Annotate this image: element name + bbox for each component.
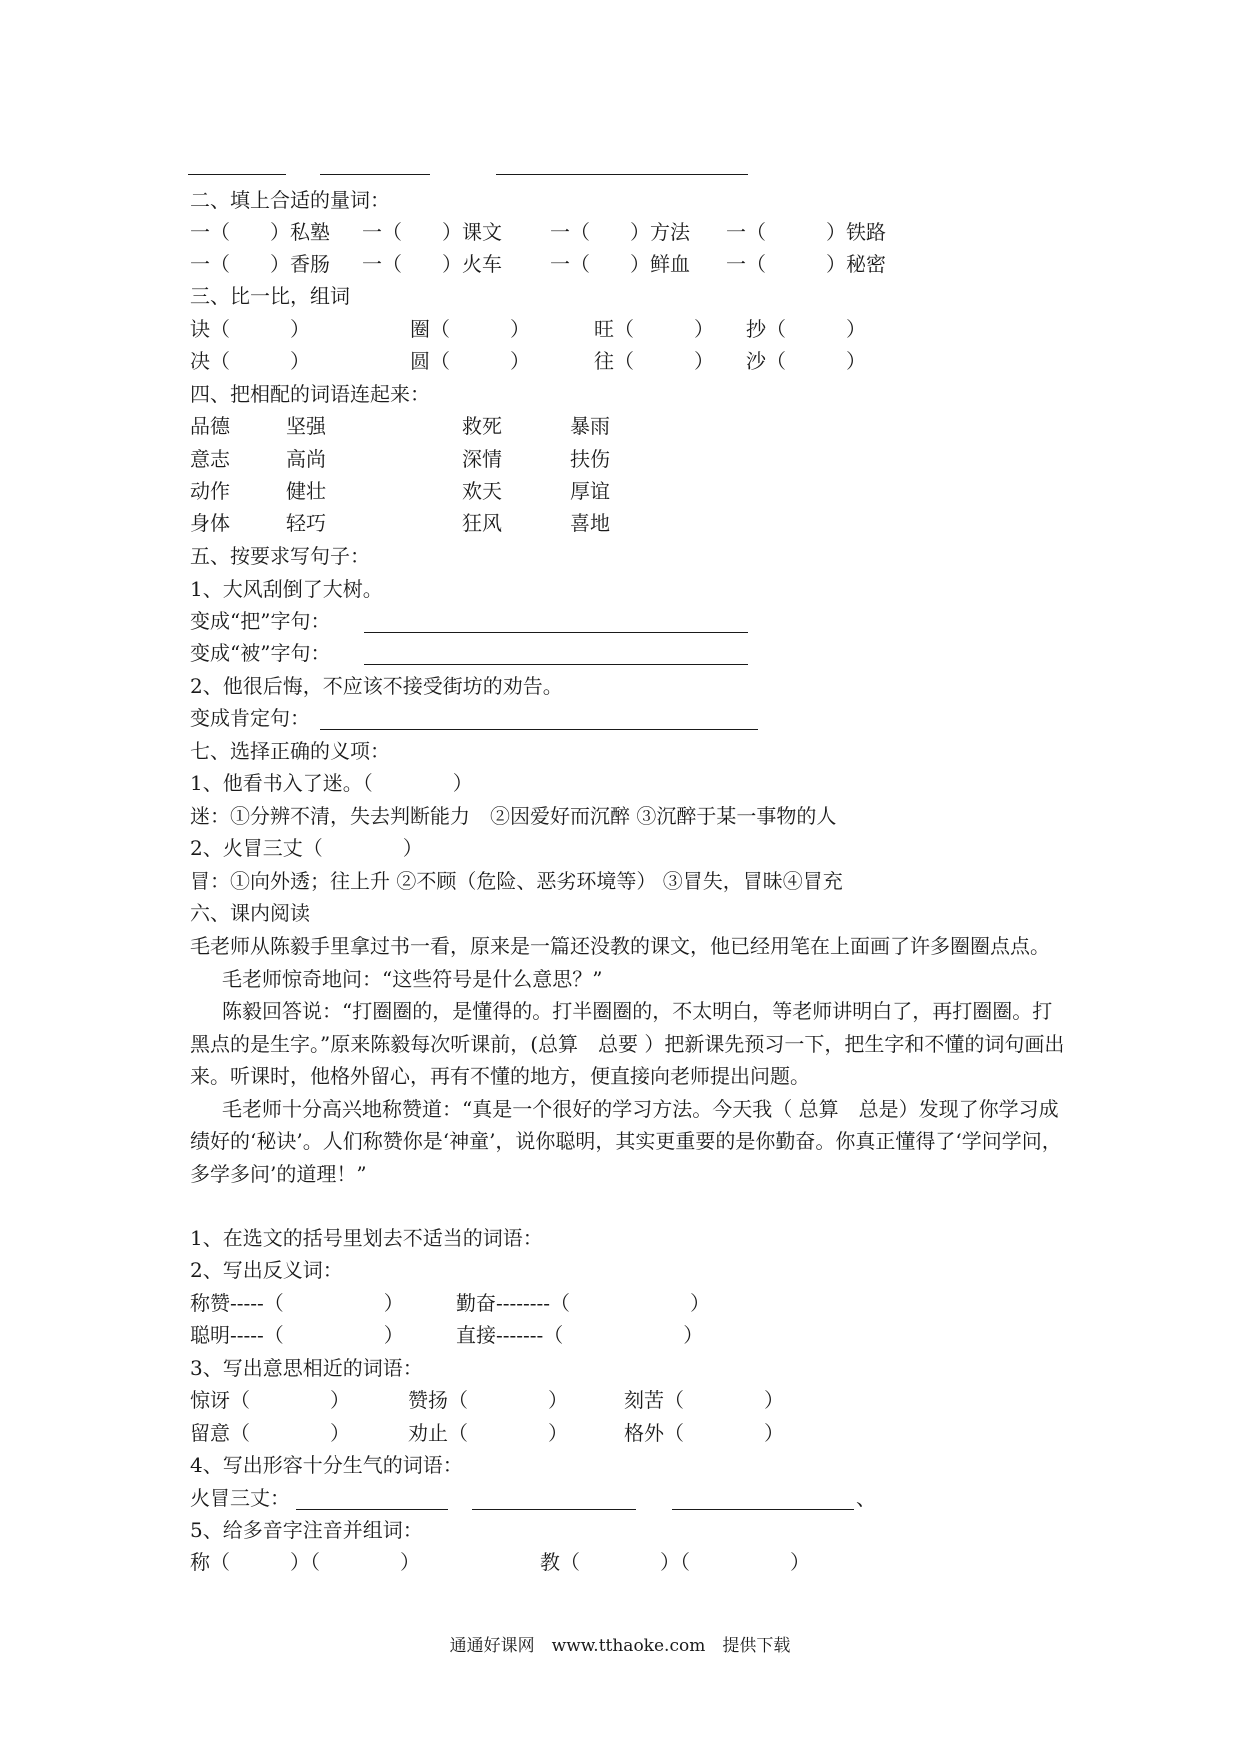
compare-item: 圆（ ） [410, 349, 530, 373]
measure-word-item: 一（ ）私塾 [190, 220, 330, 244]
section-7-title: 七、选择正确的义项： [190, 739, 390, 763]
match-word: 身体 [190, 511, 230, 535]
match-word: 高尚 [286, 447, 326, 471]
match-word: 扶伤 [570, 447, 610, 471]
affirmative-sentence-blank[interactable] [320, 729, 758, 730]
match-word: 健壮 [286, 479, 326, 503]
match-word: 暴雨 [570, 414, 610, 438]
match-word: 轻巧 [286, 511, 326, 535]
reading-passage [190, 930, 1070, 1190]
measure-word-item: 一（ ）秘密 [726, 252, 886, 276]
section-6-title: 六、课内阅读 [190, 901, 310, 925]
antonym-item: 勤奋--------（ ） [456, 1291, 711, 1315]
bei-sentence-blank[interactable] [364, 664, 748, 665]
answer-blank[interactable] [472, 1509, 636, 1510]
ba-sentence-blank[interactable] [364, 632, 748, 633]
antonym-item: 称赞-----（ ） [190, 1291, 404, 1315]
compare-item: 往（ ） [594, 349, 714, 373]
reading-question: 5、给多音字注音并组词： [190, 1518, 423, 1542]
answer-blank[interactable] [672, 1509, 854, 1510]
match-word: 狂风 [462, 511, 502, 535]
match-word: 喜地 [570, 511, 610, 535]
match-word: 深情 [462, 447, 502, 471]
list-separator: 、 [856, 1486, 876, 1510]
synonym-item: 赞扬（ ） [408, 1388, 568, 1412]
answer-blank[interactable] [296, 1509, 448, 1510]
match-word: 动作 [190, 479, 230, 503]
section-2-title: 二、填上合适的量词： [190, 188, 390, 212]
synonym-item: 劝止（ ） [408, 1421, 568, 1445]
passage-paragraph: 毛老师十分高兴地称赞道：“真是一个很好的学习方法。今天我（ 总算 总是）发现了你学习成绩好的‘秘诀’。人们称赞你是‘神童’，说你聪明，其实更重要的是你勤奋。你真正懂得了‘学问学问，多学多问’的道理！” [190, 1096, 1062, 1186]
compare-item: 抄（ ） [746, 317, 866, 341]
compare-item: 旺（ ） [594, 317, 714, 341]
measure-word-item: 一（ ）火车 [362, 252, 502, 276]
answer-blank[interactable] [320, 174, 430, 175]
match-word: 欢天 [462, 479, 502, 503]
antonym-item: 聪明-----（ ） [190, 1323, 404, 1347]
footer-credit: 通通好课网 www.tthaoke.com 提供下载 [449, 1636, 791, 1656]
measure-word-item: 一（ ）方法 [550, 220, 690, 244]
polyphone-item: 称（ ）（ ） [190, 1550, 420, 1574]
bei-sentence-label: 变成“被”字句： [190, 641, 331, 665]
passage-paragraph: 毛老师从陈毅手里拿过书一看，原来是一篇还没教的课文，他已经用笔在上面画了许多圈圈点点。 [190, 934, 1050, 958]
sentence-question: 1、大风刮倒了大树。 [190, 577, 383, 601]
synonym-item: 刻苦（ ） [624, 1388, 784, 1412]
compare-item: 沙（ ） [746, 349, 866, 373]
measure-word-item: 一（ ）香肠 [190, 252, 330, 276]
answer-blank[interactable] [496, 174, 748, 175]
meaning-options: 冒：①向外透；往上升 ②不顾（危险、恶劣环境等） ③冒失，冒昧④冒充 [190, 869, 843, 893]
match-word: 意志 [190, 447, 230, 471]
synonym-item: 留意（ ） [190, 1421, 350, 1445]
affirmative-sentence-label: 变成肯定句： [190, 706, 310, 730]
compare-item: 决（ ） [190, 349, 310, 373]
ba-sentence-label: 变成“把”字句： [190, 609, 331, 633]
polyphone-item: 教（ ）（ ） [540, 1550, 810, 1574]
reading-question: 4、写出形容十分生气的词语： [190, 1453, 463, 1477]
measure-word-item: 一（ ）鲜血 [550, 252, 690, 276]
section-4-title: 四、把相配的词语连起来： [190, 382, 430, 406]
match-word: 坚强 [286, 414, 326, 438]
reading-question: 3、写出意思相近的词语： [190, 1356, 423, 1380]
match-word: 救死 [462, 414, 502, 438]
meaning-question: 2、火冒三丈（ ） [190, 836, 423, 860]
section-3-title: 三、比一比，组词 [190, 284, 350, 308]
meaning-options: 迷：①分辨不清，失去判断能力 ②因爱好而沉醉 ③沉醉于某一事物的人 [190, 804, 837, 828]
passage-paragraph: 毛老师惊奇地问：“这些符号是什么意思？” [222, 966, 603, 991]
measure-word-item: 一（ ）课文 [362, 220, 502, 244]
reading-question: 2、写出反义词： [190, 1258, 343, 1282]
meaning-question: 1、他看书入了迷。（ ） [190, 771, 473, 795]
measure-word-item: 一（ ）铁路 [726, 220, 886, 244]
passage-paragraph: 陈毅回答说：“打圈圈的，是懂得的。打半圈圈的，不太明白，等老师讲明白了，再打圈圈。打黑点的是生字。”原来陈毅每次听课前，(总算 总要 ）把新课先预习一下，把生字和不懂的词句画出来。听课时，他格外留心，再有不懂的地方，便直接向老师提出问题。 [190, 999, 1065, 1088]
antonym-item: 直接-------（ ） [456, 1323, 704, 1347]
compare-item: 圈（ ） [410, 317, 530, 341]
match-word: 品德 [190, 414, 230, 438]
answer-blank[interactable] [188, 174, 286, 175]
sentence-question: 2、他很后悔，不应该不接受街坊的劝告。 [190, 674, 563, 698]
synonym-item: 格外（ ） [624, 1421, 784, 1445]
compare-item: 诀（ ） [190, 317, 310, 341]
match-word: 厚谊 [570, 479, 610, 503]
reading-question: 1、在选文的括号里划去不适当的词语： [190, 1226, 543, 1250]
angry-words-label: 火冒三丈： [190, 1486, 290, 1510]
section-5-title: 五、按要求写句子： [190, 544, 370, 568]
synonym-item: 惊讶（ ） [190, 1388, 350, 1412]
